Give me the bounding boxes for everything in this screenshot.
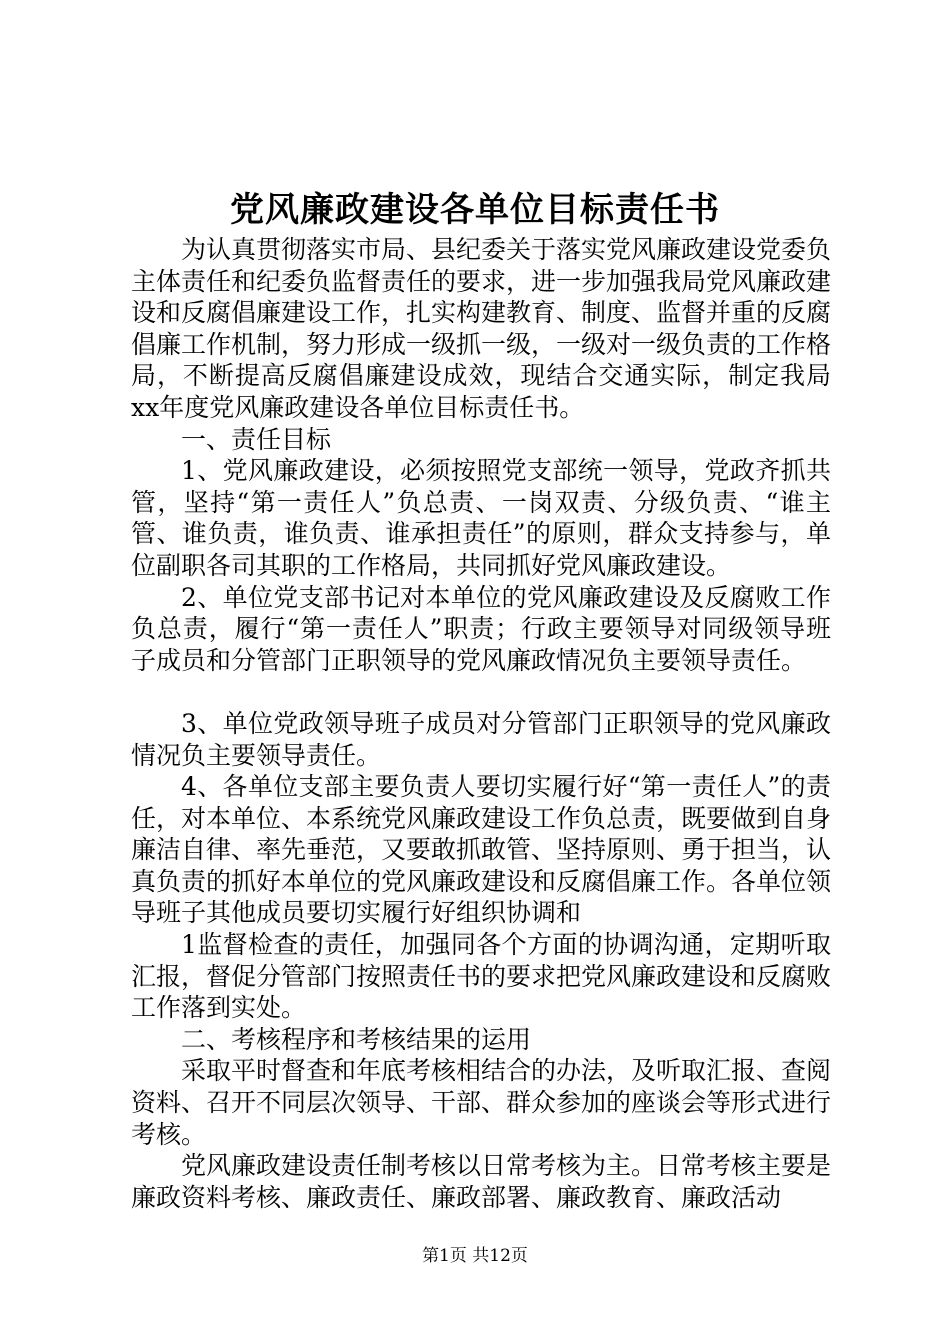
paragraph-item-4: 4、各单位支部主要负责人要切实履行好“第一责任人”的责任，对本单位、本系统党风廉政建设工作负总责，既要做到自身廉洁自律、率先垂范，又要敢抓敢管、坚持原则、勇于担当，认真负责的抓好本单位的党风廉政建设和反腐倡廉工作。各单位领导班子其他成员要切实履行好组织协调和 (131, 772, 832, 928)
section-heading-1: 一、责任目标 (181, 424, 332, 454)
document-body (131, 234, 831, 1213)
page-footer: 第1页 共12页 (422, 1246, 528, 1266)
document-title: 党风廉政建设各单位目标责任书 (230, 190, 720, 230)
paragraph-daily-assessment: 党风廉政建设责任制考核以日常考核为主。日常考核主要是廉政资料考核、廉政责任、廉政部署、廉政教育、廉政活动 (131, 1151, 832, 1212)
paragraph-item-4-cont: 1监督检查的责任，加强同各个方面的协调沟通，定期听取汇报，督促分管部门按照责任书的要求把党风廉政建设和反腐败工作落到实处。 (131, 930, 832, 1023)
paragraph-assessment-method: 采取平时督查和年底考核相结合的办法，及听取汇报、查阅资料、召开不同层次领导、干部、群众参加的座谈会等形式进行考核。 (131, 1056, 832, 1149)
paragraph-intro: 为认真贯彻落实市局、县纪委关于落实党风廉政建设党委负主体责任和纪委负监督责任的要求，进一步加强我局党风廉政建设和反腐倡廉建设工作，扎实构建教育、制度、监督并重的反腐倡廉工作机制，努力形成一级抓一级，一级对一级负责的工作格局，不断提高反腐倡廉建设成效，现结合交通实际，制定我局xx年度党风廉政建设各单位目标责任书。 (131, 235, 832, 422)
section-heading-2: 二、考核程序和考核结果的运用 (181, 1024, 532, 1054)
paragraph-item-2: 2、单位党支部书记对本单位的党风廉政建设及反腐败工作负总责，履行“第一责任人”职责；行政主要领导对同级领导班子成员和分管部门正职领导的党风廉政情况负主要领导责任。 (131, 582, 831, 675)
paragraph-item-3: 3、单位党政领导班子成员对分管部门正职领导的党风廉政情况负主要领导责任。 (131, 708, 831, 770)
paragraph-item-1: 1、党风廉政建设，必须按照党支部统一领导，党政齐抓共管，坚持“第一责任人”负总责、一岗双责、分级负责、“谁主管、谁负责，谁负责、谁承担责任”的原则，群众支持参与，单位副职各司其职的工作格局，共同抓好党风廉政建设。 (131, 456, 831, 580)
